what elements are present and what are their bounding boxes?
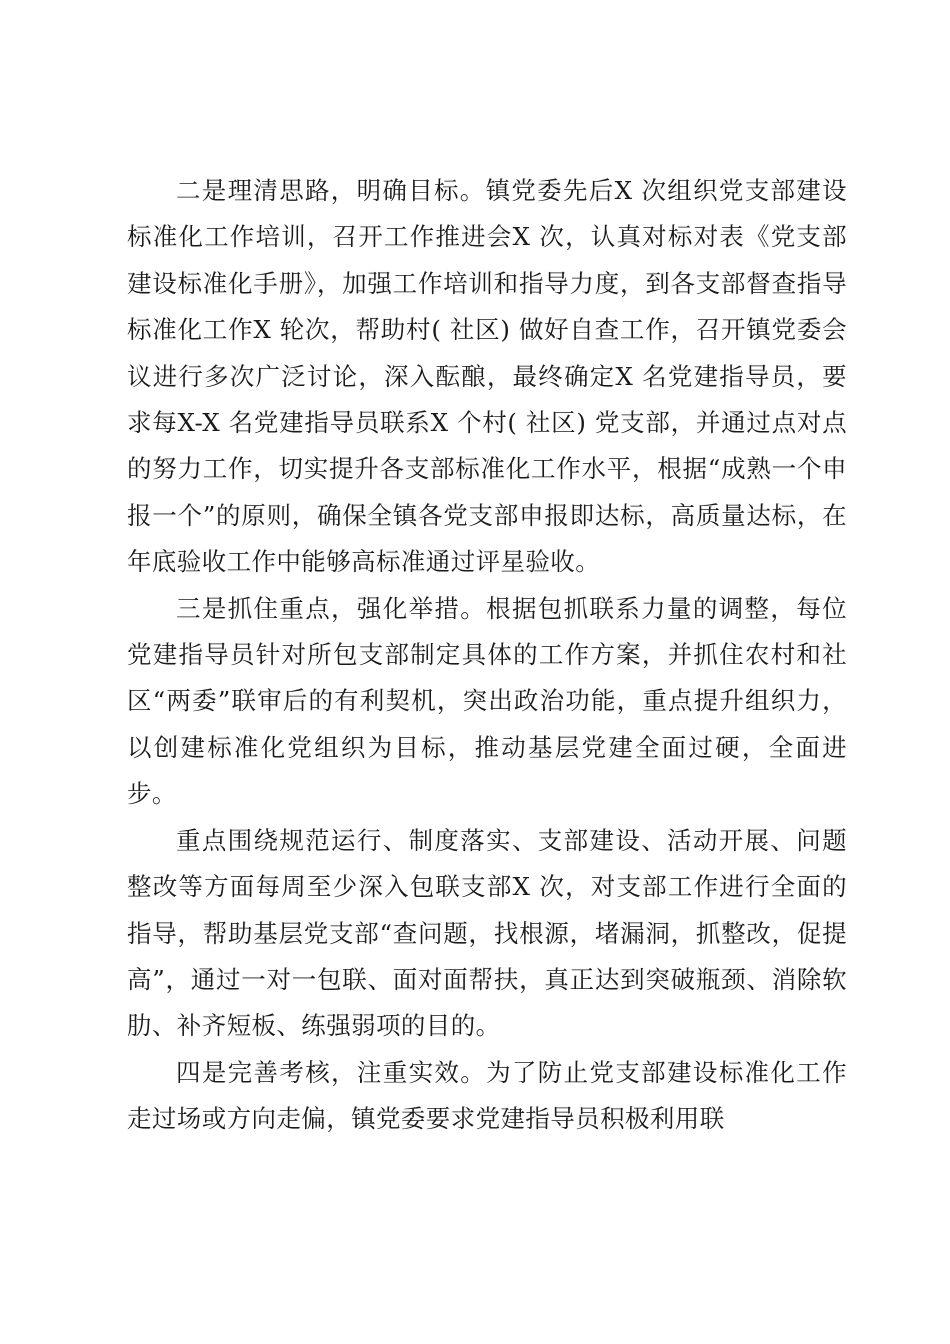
paragraph-2: 三是抓住重点，强化举措。根据包抓联系力量的调整，每位党建指导员针对所包支部制定具体的工作方案，并抓住农村和社区“两委”联审后的有利契机，突出政治功能，重点提升组织力，以创建标准化党组织为目标，推动基层党建全面过硬，全面进步。 xyxy=(127,593,847,809)
document-body xyxy=(127,168,847,1143)
paragraph-4: 四是完善考核，注重实效。为了防止党支部建设标准化工作走过场或方向走偏，镇党委要求党建指导员积极利用联 xyxy=(127,1057,847,1134)
paragraph-1: 二是理清思路，明确目标。镇党委先后X 次组织党支部建设标准化工作培训，召开工作推进会X 次，认真对标对表《党支部建设标准化手册》，加强工作培训和指导力度，到各支部督查指导标准化工作X 轮次，帮助村( 社区) 做好自查工作，召开镇党委会议进行多次广泛讨论，深入酝酿，最终确定X 名党建指导员，要求每X-X 名党建指导员联系X 个村( 社区) 党支部，并通过点对点的努力工作，切实提升各支部标准化工作水平，根据“成熟一个申报一个”的原则，确保全镇各党支部申报即达标，高质量达标，在年底验收工作中能够高标准通过评星验收。 xyxy=(127,176,847,577)
paragraph-3: 重点围绕规范运行、制度落实、支部建设、活动开展、问题整改等方面每周至少深入包联支部X 次，对支部工作进行全面的指导，帮助基层党支部“查问题，找根源，堵漏洞，抓整改，促提高”，通过一对一包联、面对面帮扶，真正达到突破瓶颈、消除软肋、补齐短板、练强弱项的目的。 xyxy=(127,825,847,1041)
